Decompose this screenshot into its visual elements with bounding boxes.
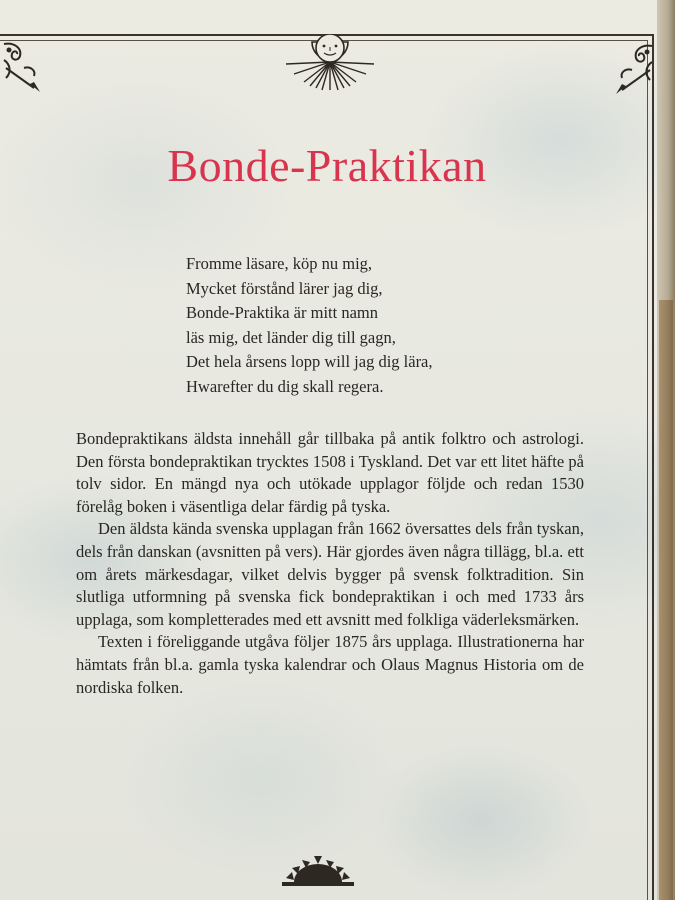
poem-line: Bonde-Praktika är mitt namn — [186, 303, 378, 322]
corner-ornament-left-icon — [0, 38, 44, 94]
poem-line: Mycket förstånd lärer jag dig, — [186, 278, 383, 298]
paragraph-swedish-edition: Den äldsta kända svenska upplagan från 1662 översattes dels från tyskan, dels från danskan (avsnitten på vers). Här gjordes även några tillägg, bl.a. ett om årets märkesdagar, vilket delvis bygger på svensk folktradition. Sin slutliga utformning på svenska fick bondepraktikan i och med 1733 års upplaga, som kompletterades med ett avsnitt med folkliga väderleksmärken. — [76, 519, 584, 629]
rising-sun-icon — [278, 852, 358, 886]
corner-ornament-right-icon — [612, 40, 656, 98]
poem-stanza — [186, 252, 566, 399]
poem-line: läs mig, det länder dig till gagn, — [186, 327, 396, 347]
paragraph-history: Bondepraktikans äldsta innehåll går tillbaka på antik folktro och astrologi. Den första bondepraktikan trycktes 1508 i Tyskland. Det var ett litet häfte på tolv sidor. En mängd nya och utökade upplagor följde och redan 1530 förelåg boken i väsentliga delar färdig på tyska. — [76, 429, 584, 516]
poem-line: Det hela årsens lopp will jag dig lära, — [186, 352, 433, 371]
book-spine-shadow — [659, 300, 673, 900]
body-text — [76, 428, 584, 699]
paragraph-this-edition: Texten i föreliggande utgåva följer 1875 års upplaga. Illustrationerna har hämtats från bl.a. gamla tyska kalendrar och Olaus Magnus Historia om de nordiska folken. — [76, 632, 584, 697]
page-title: Bonde-Praktikan — [167, 140, 487, 191]
poem-line: Fromme läsare, köp nu mig, — [186, 254, 373, 273]
sun-face-icon — [282, 34, 378, 92]
poem-line: Hwarefter du dig skall regera. — [186, 376, 384, 396]
